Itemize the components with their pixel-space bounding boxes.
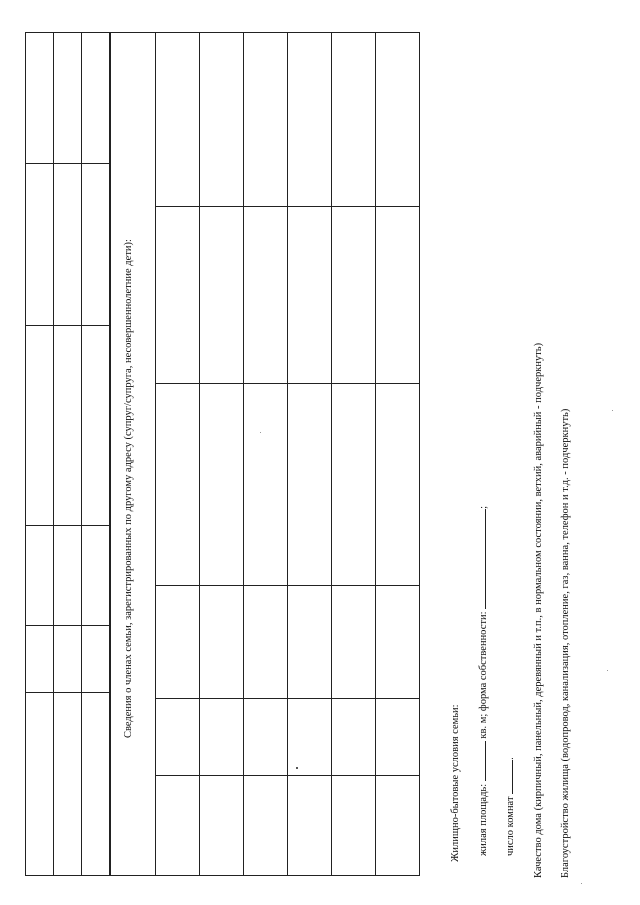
living-area-field[interactable]: [485, 741, 486, 781]
top-table-row-line: [25, 692, 110, 693]
top-table-row-line: [25, 163, 110, 164]
scan-speck: [260, 432, 261, 433]
house-quality-line: Качество дома (кирпичный, панельный, деревянный и т.п., в нормальном состоянии, ветхий, аварийный - подчеркнуть): [533, 342, 544, 878]
family-table-row-line: [155, 206, 419, 207]
top-table-frame: [25, 32, 111, 876]
family-table-col-line: [375, 32, 376, 875]
top-table-row-line: [25, 525, 110, 526]
top-table-col-line: [81, 32, 82, 875]
family-table-row-line: [155, 383, 419, 384]
rooms-label: число комнат: [505, 796, 516, 856]
family-table-col-line: [287, 32, 288, 875]
amenities-line: Благоустройство жилища (водопровод, канализация, отопление, газ, ванна, телефон и т.д. - подчеркнуть): [560, 408, 571, 878]
rooms-end: .: [505, 757, 516, 760]
scan-speck: [612, 410, 613, 411]
family-table-row-line: [155, 775, 419, 776]
family-table-col-line: [199, 32, 200, 875]
ownership-form-end: ;: [478, 505, 489, 509]
living-conditions-title: Жилищно-бытовые условия семьи:: [450, 704, 461, 862]
living-area-line: [478, 506, 490, 856]
top-table-row-line: [25, 625, 110, 626]
family-table-row-line: [155, 585, 419, 586]
section-heading: Сведения о членах семьи, зарегистрированных по другому адресу (супруг/супруга, несовершеннолетние дети):: [123, 239, 134, 738]
scan-speck: [296, 767, 298, 769]
living-area-unit: кв. м; форма собственности:: [478, 611, 489, 739]
ownership-form-field[interactable]: [485, 509, 486, 609]
scan-speck: [581, 883, 582, 884]
scan-speck: [607, 670, 608, 671]
family-table-col-line: [331, 32, 332, 875]
living-area-label: жилая площадь:: [478, 783, 489, 856]
rooms-field[interactable]: [512, 760, 513, 794]
family-table-col-line: [243, 32, 244, 875]
top-table-col-line: [53, 32, 54, 875]
family-table-row-line: [155, 698, 419, 699]
top-table-row-line: [25, 325, 110, 326]
family-table-col-line: [155, 32, 156, 875]
rooms-line: [505, 757, 517, 856]
